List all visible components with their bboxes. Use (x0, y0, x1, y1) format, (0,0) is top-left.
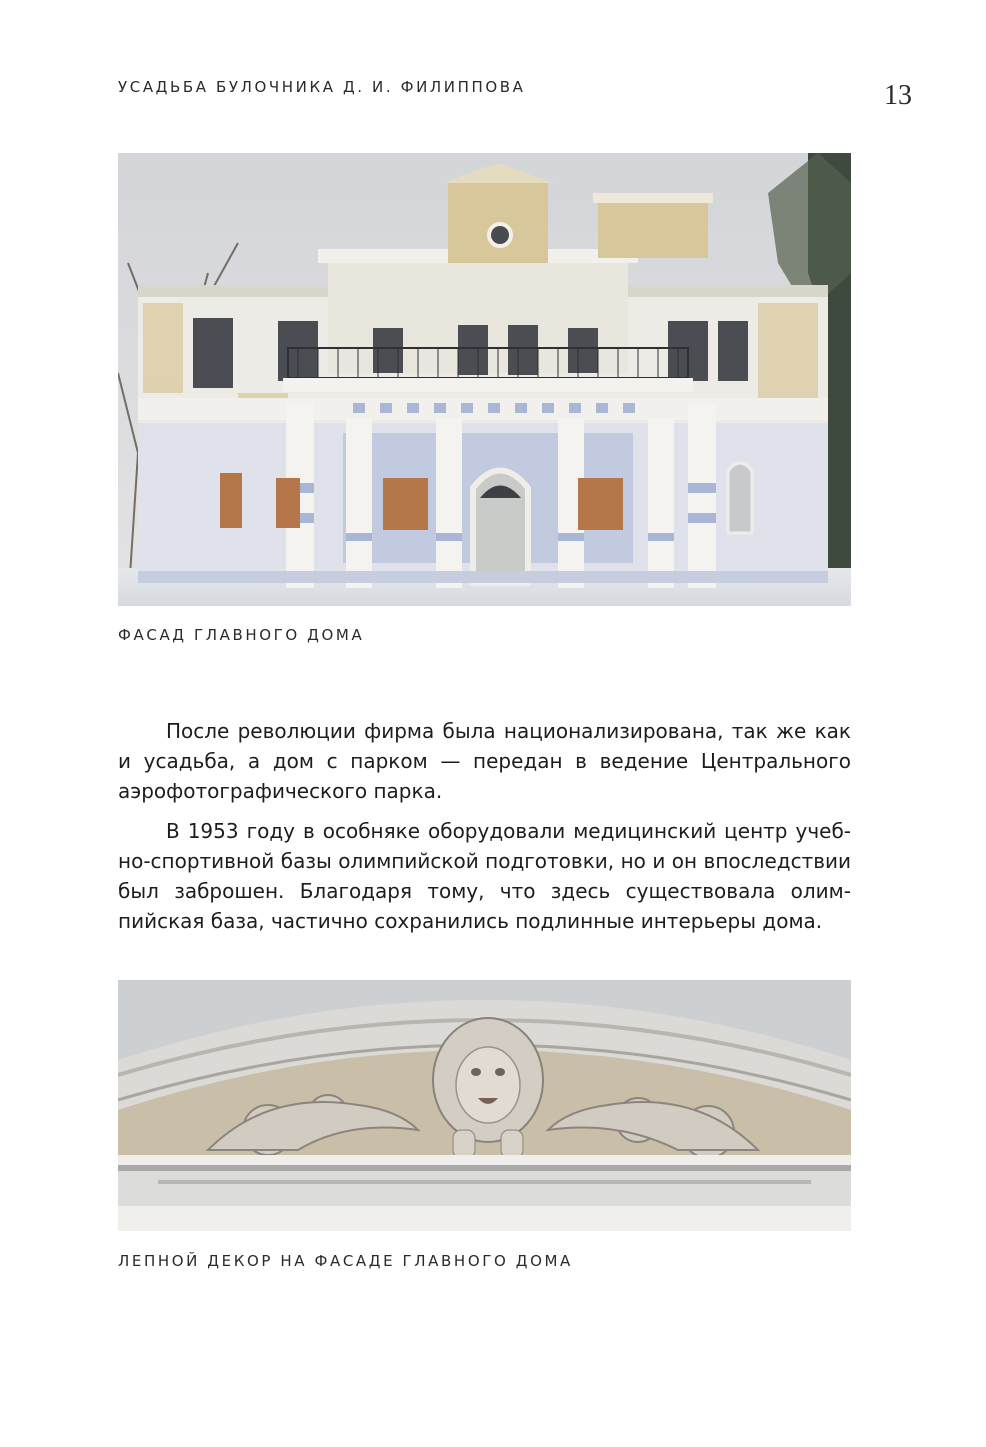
stucco-decor-photo (118, 980, 851, 1231)
facade-photo-caption: ФАСАД ГЛАВНОГО ДОМА (118, 626, 365, 644)
body-text (118, 716, 851, 946)
body-paragraph: После революции фирма была национализирована, так же как и усадьба, а дом с парком — передан в ведение Центрального аэрофотографического парка. (118, 719, 851, 803)
facade-photo (118, 153, 851, 606)
stucco-decor-photo-caption: ЛЕПНОЙ ДЕКОР НА ФАСАДЕ ГЛАВНОГО ДОМА (118, 1252, 573, 1270)
body-paragraph: В 1953 году в особняке оборудовали медицинский центр учебно-спортивной базы олимпийской подготовки, но и он впоследствии был заброшен. Благодаря тому, что здесь существовала олимпийская база, частично сохранились подлинные интерьеры дома. (118, 819, 851, 933)
page-number: 13 (884, 80, 912, 111)
running-head: УСАДЬБА БУЛОЧНИКА Д. И. ФИЛИППОВА (118, 78, 526, 96)
